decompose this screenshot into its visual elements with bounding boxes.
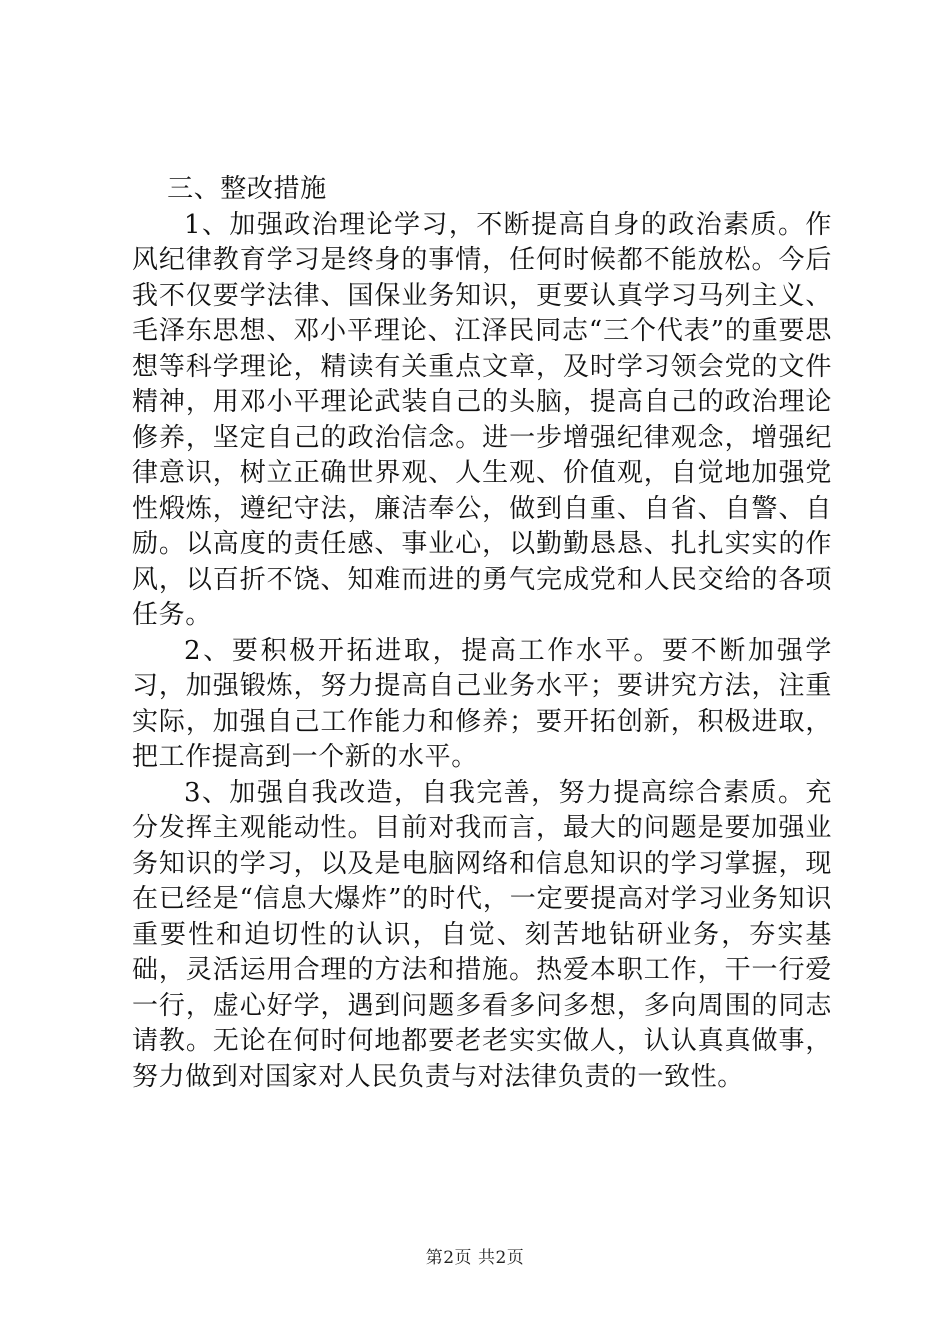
section-heading: 三、整改措施 xyxy=(167,174,327,204)
document-body xyxy=(132,172,832,1095)
paragraph-measure-3: 3、加强自我改造，自我完善，努力提高综合素质。充分发挥主观能动性。目前对我而言，最大的问题是要加强业务知识的学习，以及是电脑网络和信息知识的学习掌握，现在已经是“信息大爆炸”的时代，一定要提高对学习业务知识重要性和迫切性的认识，自觉、刻苦地钻研业务，夯实基础，灵活运用合理的方法和措施。热爱本职工作，干一行爱一行，虚心好学，遇到问题多看多问多想，多向周围的同志请教。无论在何时何地都要老老实实做人，认认真真做事，努力做到对国家对人民负责与对法律负责的一致性。 xyxy=(132,777,832,1092)
paragraph-measure-1: 1、加强政治理论学习，不断提高自身的政治素质。作风纪律教育学习是终身的事情，任何时候都不能放松。今后我不仅要学法律、国保业务知识，更要认真学习马列主义、毛泽东思想、邓小平理论、江泽民同志“三个代表”的重要思想等科学理论，精读有关重点文章，及时学习领会党的文件精神，用邓小平理论武装自己的头脑，提高自己的政治理论修养，坚定自己的政治信念。进一步增强纪律观念，增强纪律意识，树立正确世界观、人生观、价值观，自觉地加强党性煅炼，遵纪守法，廉洁奉公，做到自重、自省、自警、自励。以高度的责任感、事业心，以勤勤恳恳、扎扎实实的作风，以百折不饶、知难而进的勇气完成党和人民交给的各项任务。 xyxy=(132,209,832,630)
page-number-footer: 第2页 共2页 xyxy=(425,1248,525,1268)
paragraph-measure-2: 2、要积极开拓进取，提高工作水平。要不断加强学习，加强锻炼，努力提高自己业务水平；要讲究方法，注重实际，加强自己工作能力和修养；要开拓创新，积极进取，把工作提高到一个新的水平。 xyxy=(132,635,832,772)
